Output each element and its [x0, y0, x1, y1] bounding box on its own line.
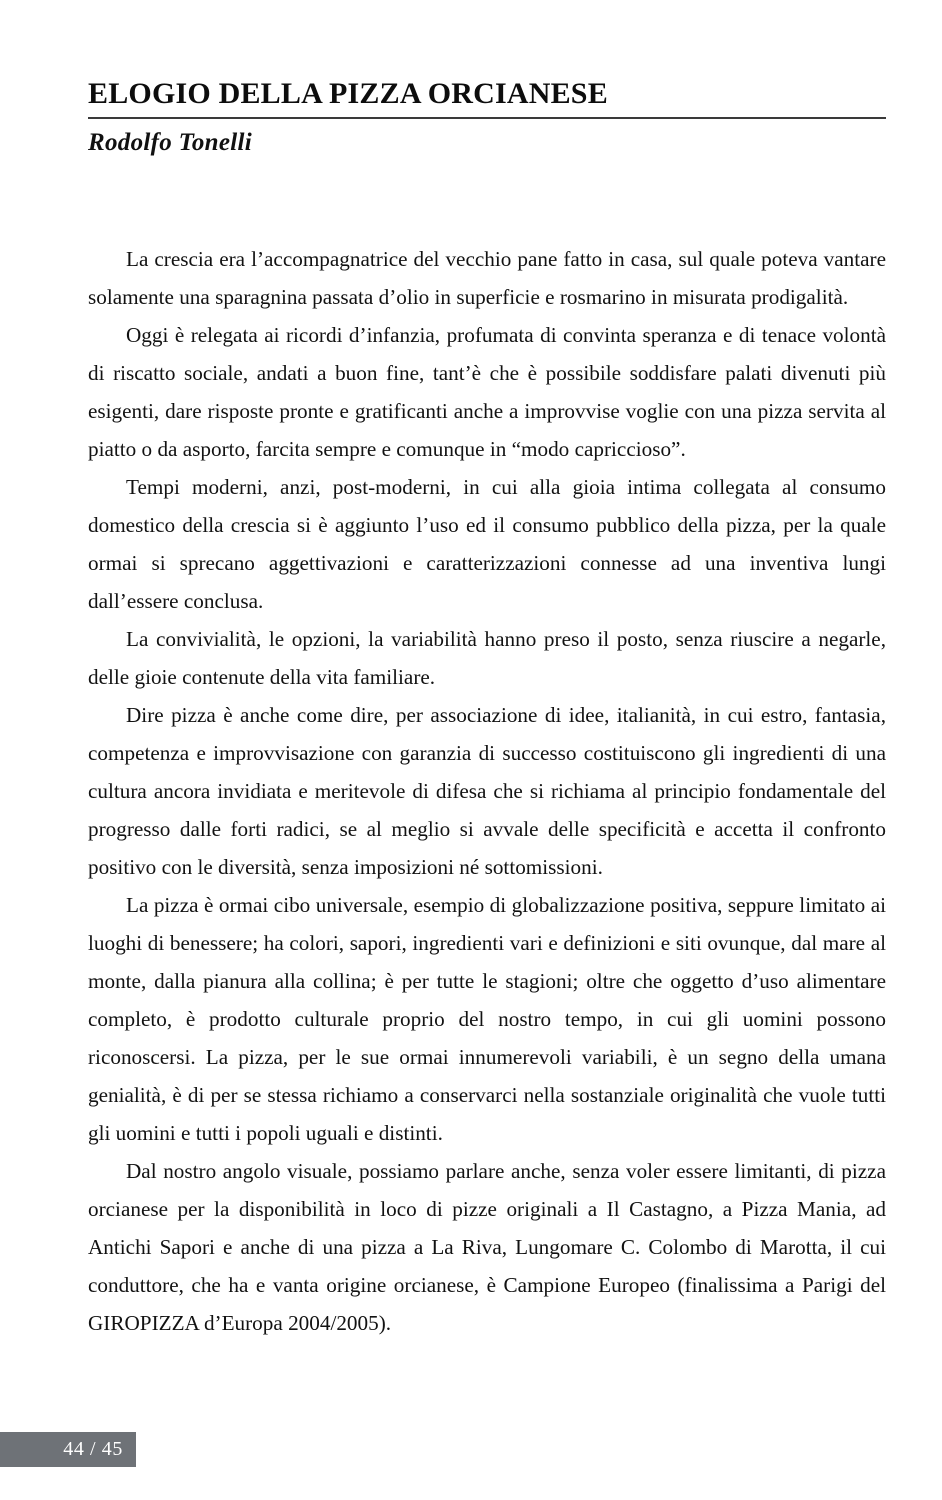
- author-byline: Rodolfo Tonelli: [88, 128, 253, 156]
- title-divider: [88, 117, 886, 119]
- page-title: ELOGIO DELLA PIZZA ORCIANESE: [88, 77, 608, 110]
- paragraph: La pizza è ormai cibo universale, esempio di globalizzazione positiva, seppure limitato ai luoghi di benessere; ha colori, sapori, ingredienti vari e definizioni e siti ovunque, dal mare al monte, dalla pianura alla collina; è per tutte le stagioni; oltre che oggetto d’uso alimentare completo, è prodotto culturale proprio del nostro tempo, in cui gli uomini possono riconoscersi. La pizza, per le sue ormai innumerevoli variabili, è un segno della umana genialità, è di per se stessa richiamo a conservarci nella sostanziale originalità che vuole tutti gli uomini e tutti i popoli uguali e distinti.: [88, 893, 886, 1145]
- page-number-badge: [0, 1432, 136, 1467]
- paragraph: La convivialità, le opzioni, la variabilità hanno preso il posto, senza riuscire a negarle, delle gioie contenute della vita familiare.: [88, 627, 886, 689]
- paragraph: Oggi è relegata ai ricordi d’infanzia, profumata di convinta speranza e di tenace volontà di riscatto sociale, andati a buon fine, tant’è che è possibile soddisfare palati divenuti più esigenti, dare risposte pronte e gratificanti anche a improvvise voglie con una pizza servita al piatto o da asporto, farcita sempre e comunque in “modo capriccioso”.: [88, 323, 886, 461]
- paragraph: La crescia era l’accompagnatrice del vecchio pane fatto in casa, sul quale poteva vantare solamente una sparagnina passata d’olio in superficie e rosmarino in misurata prodigalità.: [88, 247, 886, 309]
- article-header: [88, 78, 886, 157]
- paragraph: Dal nostro angolo visuale, possiamo parlare anche, senza voler essere limitanti, di pizza orcianese per la disponibilità in loco di pizze originali a Il Castagno, a Pizza Mania, ad Antichi Sapori e anche di una pizza a La Riva, Lungomare C. Colombo di Marotta, il cui conduttore, che ha e vanta origine orcianese, è Campione Europeo (finalissima a Parigi del GIROPIZZA d’Europa 2004/2005).: [88, 1159, 886, 1335]
- article-body: [88, 240, 886, 1342]
- paragraph: Dire pizza è anche come dire, per associazione di idee, italianità, in cui estro, fantasia, competenza e improvvisazione con garanzia di successo costituiscono gli ingredienti di una cultura ancora invidiata e meritevole di difesa che si richiama al principio fondamentale del progresso dalle forti radici, se al meglio si avvale delle specificità e accetta il confronto positivo con le diversità, senza imposizioni né sottomissioni.: [88, 703, 886, 879]
- page-number-label: 44 / 45: [63, 1438, 123, 1460]
- paragraph: Tempi moderni, anzi, post-moderni, in cui alla gioia intima collegata al consumo domestico della crescia si è aggiunto l’uso ed il consumo pubblico della pizza, per la quale ormai si sprecano aggettivazioni e caratterizzazioni connesse ad una inventiva lungi dall’essere conclusa.: [88, 475, 886, 613]
